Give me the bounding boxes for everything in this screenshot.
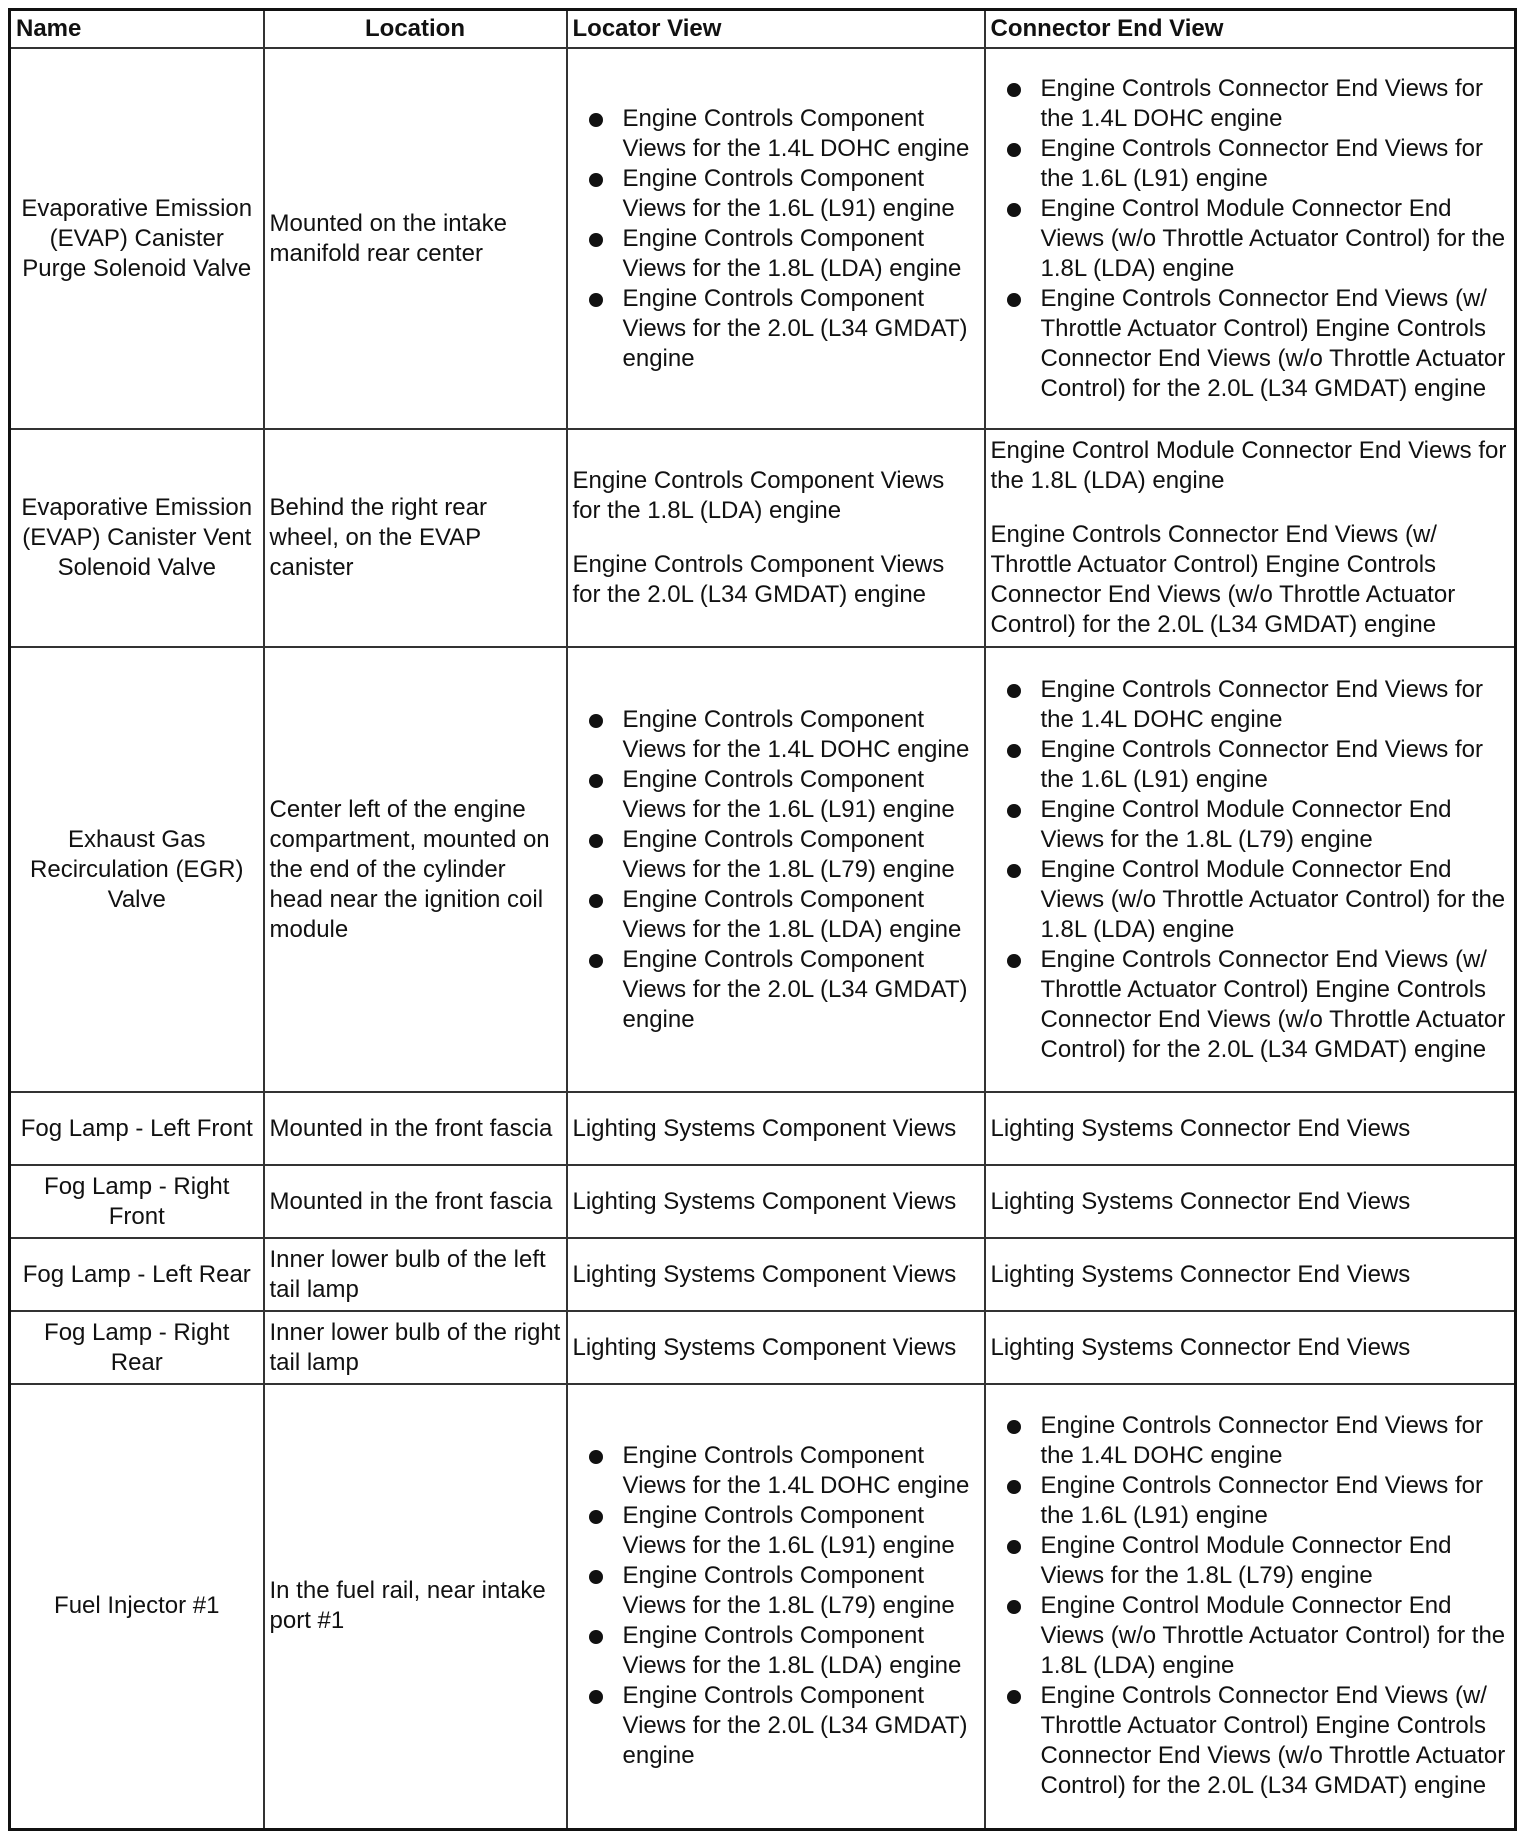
component-name: Fog Lamp - Left Rear: [10, 1238, 264, 1311]
component-locator-table: [8, 8, 1517, 1831]
connector-link[interactable]: Engine Control Module Connector End Views (w/o Throttle Actuator Control) for the 1.8L (LDA) engine: [1041, 855, 1510, 945]
table-row: [10, 48, 1516, 429]
locator-link[interactable]: Engine Controls Component Views for the 2.0L (L34 GMDAT) engine: [572, 551, 945, 608]
component-name: Fog Lamp - Right Front: [10, 1165, 264, 1238]
component-name: Fuel Injector #1: [10, 1384, 264, 1829]
locator-link[interactable]: Engine Controls Component Views for the 1.4L DOHC engine: [623, 104, 979, 164]
locator-link[interactable]: Engine Controls Component Views for the 2.0L (L34 GMDAT) engine: [623, 284, 979, 374]
header-name: Name: [10, 10, 264, 49]
connector-link[interactable]: Engine Controls Connector End Views for the 1.4L DOHC engine: [1041, 74, 1510, 134]
locator-link[interactable]: Engine Controls Component Views for the 1.8L (LDA) engine: [572, 467, 945, 524]
table-row: [10, 1384, 1516, 1829]
locator-view-cell: [567, 647, 985, 1092]
locator-link[interactable]: Engine Controls Component Views for the 2.0L (L34 GMDAT) engine: [623, 1681, 979, 1771]
table-header-row: [10, 10, 1516, 49]
connector-link[interactable]: Engine Controls Connector End Views (w/ Throttle Actuator Control) Engine Controls Connector End Views (w/o Throttle Actuator Control) for the 2.0L (L34 GMDAT) engine: [1041, 945, 1510, 1065]
locator-link[interactable]: Lighting Systems Component Views: [567, 1092, 985, 1165]
locator-link[interactable]: Lighting Systems Component Views: [567, 1311, 985, 1384]
connector-link[interactable]: Lighting Systems Connector End Views: [985, 1238, 1516, 1311]
component-location: Mounted in the front fascia: [264, 1165, 567, 1238]
component-location: Mounted on the intake manifold rear center: [264, 48, 567, 429]
connector-link[interactable]: Engine Control Module Connector End Views (w/o Throttle Actuator Control) for the 1.8L (LDA) engine: [1041, 1591, 1510, 1681]
component-location: In the fuel rail, near intake port #1: [264, 1384, 567, 1829]
locator-link[interactable]: Engine Controls Component Views for the 1.6L (L91) engine: [623, 164, 979, 224]
connector-link[interactable]: Engine Control Module Connector End Views for the 1.8L (L79) engine: [1041, 795, 1510, 855]
locator-link[interactable]: Engine Controls Component Views for the 1.4L DOHC engine: [623, 1441, 979, 1501]
connector-end-view-cell: [985, 647, 1516, 1092]
locator-link[interactable]: Engine Controls Component Views for the 1.8L (L79) engine: [623, 825, 979, 885]
component-location: Inner lower bulb of the right tail lamp: [264, 1311, 567, 1384]
component-location: Inner lower bulb of the left tail lamp: [264, 1238, 567, 1311]
table-row: [10, 429, 1516, 647]
connector-link[interactable]: Engine Controls Connector End Views for the 1.4L DOHC engine: [1041, 1411, 1510, 1471]
component-name: Fog Lamp - Right Rear: [10, 1311, 264, 1384]
connector-link[interactable]: Engine Controls Connector End Views (w/ Throttle Actuator Control) Engine Controls Connector End Views (w/o Throttle Actuator Control) for the 2.0L (L34 GMDAT) engine: [990, 521, 1456, 638]
connector-link[interactable]: Lighting Systems Connector End Views: [985, 1311, 1516, 1384]
table-row: [10, 1238, 1516, 1311]
locator-link[interactable]: Lighting Systems Component Views: [567, 1238, 985, 1311]
component-location: Center left of the engine compartment, mounted on the end of the cylinder head near the ignition coil module: [264, 647, 567, 1092]
connector-link[interactable]: Engine Control Module Connector End Views (w/o Throttle Actuator Control) for the 1.8L (LDA) engine: [1041, 194, 1510, 284]
connector-link[interactable]: Engine Controls Connector End Views (w/ Throttle Actuator Control) Engine Controls Connector End Views (w/o Throttle Actuator Control) for the 2.0L (L34 GMDAT) engine: [1041, 1681, 1510, 1801]
locator-link[interactable]: Engine Controls Component Views for the 1.8L (LDA) engine: [623, 885, 979, 945]
locator-link[interactable]: Engine Controls Component Views for the 1.8L (LDA) engine: [623, 224, 979, 284]
connector-link[interactable]: Engine Controls Connector End Views for the 1.6L (L91) engine: [1041, 134, 1510, 194]
connector-link[interactable]: Lighting Systems Connector End Views: [985, 1165, 1516, 1238]
locator-link[interactable]: Engine Controls Component Views for the 1.6L (L91) engine: [623, 765, 979, 825]
locator-view-cell: [567, 1384, 985, 1829]
connector-link[interactable]: Engine Control Module Connector End Views for the 1.8L (LDA) engine: [990, 437, 1507, 494]
locator-link[interactable]: Engine Controls Component Views for the 1.8L (L79) engine: [623, 1561, 979, 1621]
table-row: [10, 1092, 1516, 1165]
connector-end-view-cell: [985, 1384, 1516, 1829]
component-location: Mounted in the front fascia: [264, 1092, 567, 1165]
locator-link[interactable]: Engine Controls Component Views for the 2.0L (L34 GMDAT) engine: [623, 945, 979, 1035]
locator-link[interactable]: Lighting Systems Component Views: [567, 1165, 985, 1238]
component-name: Fog Lamp - Left Front: [10, 1092, 264, 1165]
table-row: [10, 647, 1516, 1092]
component-name: Exhaust Gas Recirculation (EGR) Valve: [10, 647, 264, 1092]
connector-link[interactable]: Engine Controls Connector End Views (w/ Throttle Actuator Control) Engine Controls Connector End Views (w/o Throttle Actuator Control) for the 2.0L (L34 GMDAT) engine: [1041, 284, 1510, 404]
component-location: Behind the right rear wheel, on the EVAP canister: [264, 429, 567, 647]
locator-link[interactable]: Engine Controls Component Views for the 1.6L (L91) engine: [623, 1501, 979, 1561]
header-location: Location: [264, 10, 567, 49]
connector-link[interactable]: Engine Control Module Connector End Views for the 1.8L (L79) engine: [1041, 1531, 1510, 1591]
locator-view-cell: [567, 429, 985, 647]
connector-link[interactable]: Engine Controls Connector End Views for the 1.6L (L91) engine: [1041, 1471, 1510, 1531]
table-row: [10, 1311, 1516, 1384]
connector-link[interactable]: Engine Controls Connector End Views for the 1.4L DOHC engine: [1041, 675, 1510, 735]
component-name: Evaporative Emission (EVAP) Canister Purge Solenoid Valve: [10, 48, 264, 429]
component-name: Evaporative Emission (EVAP) Canister Vent Solenoid Valve: [10, 429, 264, 647]
header-connector-end-view: Connector End View: [985, 10, 1516, 49]
connector-link[interactable]: Lighting Systems Connector End Views: [985, 1092, 1516, 1165]
connector-end-view-cell: [985, 429, 1516, 647]
connector-link[interactable]: Engine Controls Connector End Views for the 1.6L (L91) engine: [1041, 735, 1510, 795]
table-row: [10, 1165, 1516, 1238]
connector-end-view-cell: [985, 48, 1516, 429]
locator-link[interactable]: Engine Controls Component Views for the 1.8L (LDA) engine: [623, 1621, 979, 1681]
header-locator-view: Locator View: [567, 10, 985, 49]
locator-link[interactable]: Engine Controls Component Views for the 1.4L DOHC engine: [623, 705, 979, 765]
locator-view-cell: [567, 48, 985, 429]
